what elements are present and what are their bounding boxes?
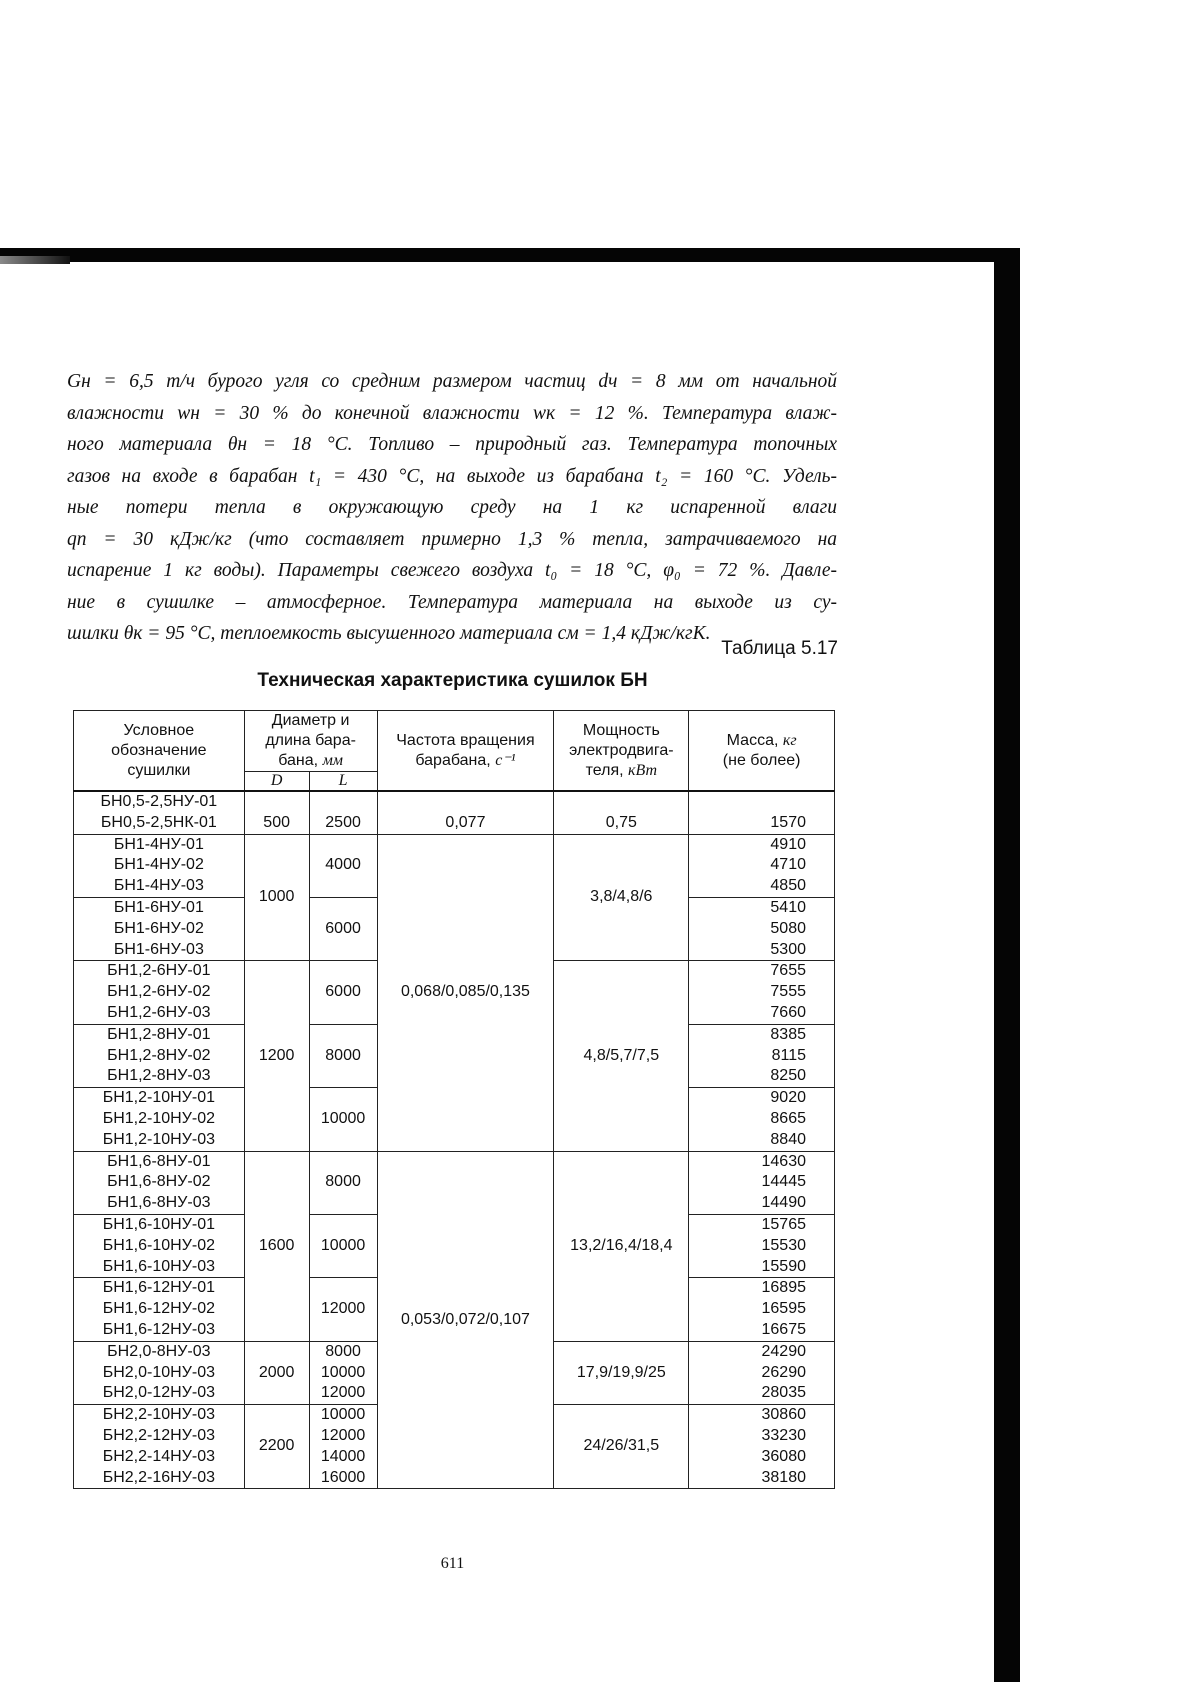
- cell-length: 8000: [309, 1151, 377, 1214]
- cell-designation: БН1,6-10НУ-01 БН1,6-10НУ-02 БН1,6-10НУ-03: [74, 1214, 245, 1277]
- cell-length: 8000 10000 12000: [309, 1341, 377, 1404]
- header-mass: [689, 711, 835, 792]
- problem-paragraph: [67, 366, 837, 650]
- table-row: [74, 834, 835, 897]
- header-speed-text: Частота вращения барабана,: [396, 731, 535, 769]
- header-dimensions: [244, 711, 377, 772]
- table-number: Таблица 5.17: [721, 638, 838, 659]
- cell-length: 8000: [309, 1024, 377, 1087]
- cell-length: 6000: [309, 897, 377, 960]
- table-title: Техническая характеристика сушилок БН: [257, 670, 648, 691]
- paragraph-line: ного материала θн = 18 °C. Топливо – природный газ. Температура топочных: [67, 434, 837, 455]
- paragraph-line: испарение 1 кг воды). Параметры свежего воздуха t₀ = 18 °C, φ₀ = 72 %. Давле-: [67, 560, 837, 581]
- header-speed-unit: с⁻¹: [495, 751, 516, 769]
- cell-length: 10000: [309, 1214, 377, 1277]
- dryer-spec-table: [73, 710, 835, 1489]
- cell-mass: 16895 16595 16675: [689, 1278, 835, 1341]
- paragraph-line: влажности wн = 30 % до конечной влажности wк = 12 %. Температура влаж-: [67, 402, 837, 424]
- cell-mass: 30860 33230 36080 38180: [689, 1405, 835, 1489]
- header-row: [74, 711, 835, 772]
- cell-designation: БН2,0-8НУ-03 БН2,0-10НУ-03 БН2,0-12НУ-03: [74, 1341, 245, 1404]
- paragraph-line: газов на входе в барабан t₁ = 430 °C, на выходе из барабана t₂ = 160 °C. Удель-: [67, 465, 837, 487]
- cell-speed: 0,077: [377, 791, 554, 834]
- header-length: L: [309, 772, 377, 792]
- header-power-text: Мощность электродвига-теля,: [569, 721, 674, 779]
- cell-designation: БН1,2-6НУ-01 БН1,2-6НУ-02 БН1,2-6НУ-03: [74, 961, 245, 1024]
- cell-diameter: 2200: [244, 1405, 309, 1489]
- cell-length: 10000: [309, 1088, 377, 1151]
- header-dimensions-unit: мм: [322, 752, 343, 769]
- paragraph-line: Gн = 6,5 т/ч бурого угля со средним размером частиц dч = 8 мм от начальной: [67, 371, 837, 392]
- header-diameter: D: [244, 772, 309, 792]
- cell-mass: 1570: [689, 791, 835, 834]
- scan-border-right: [994, 248, 1020, 1682]
- cell-mass: 24290 26290 28035: [689, 1341, 835, 1404]
- paragraph-line: ние в сушилке – атмосферное. Температура материала на выходе из су-: [67, 591, 837, 613]
- cell-diameter: 1000: [244, 834, 309, 961]
- header-dimensions-text: Диаметр и длина бара-бана,: [265, 712, 356, 769]
- cell-diameter: 1600: [244, 1151, 309, 1341]
- paragraph-line: qп = 30 кДж/кг (что составляет примерно 1,3 % тепла, затрачиваемого на: [67, 528, 837, 550]
- cell-mass: 8385 8115 8250: [689, 1024, 835, 1087]
- cell-designation: БН1-6НУ-01 БН1-6НУ-02 БН1-6НУ-03: [74, 897, 245, 960]
- cell-power: 4,8/5,7/7,5: [554, 961, 689, 1151]
- table-row: [74, 791, 835, 834]
- header-designation: Условное обозначение сушилки: [74, 711, 245, 792]
- paragraph-line: шилки θк = 95 °C, теплоемкость высушенного материала cм = 1,4 кДж/кгК.: [67, 623, 711, 644]
- cell-power: 13,2/16,4/18,4: [554, 1151, 689, 1341]
- table-body: [74, 791, 835, 1489]
- cell-mass: 4910 4710 4850: [689, 834, 835, 897]
- cell-mass: 15765 15530 15590: [689, 1214, 835, 1277]
- paragraph-line: ные потери тепла в окружающую среду на 1 кг испаренной влаги: [67, 497, 837, 518]
- header-mass-note: (не более): [722, 751, 801, 769]
- cell-length: 2500: [309, 791, 377, 834]
- cell-power: 24/26/31,5: [554, 1405, 689, 1489]
- cell-speed: 0,053/0,072/0,107: [377, 1151, 554, 1489]
- scan-border-top: [0, 248, 994, 262]
- cell-diameter: 1200: [244, 961, 309, 1151]
- cell-power: 0,75: [554, 791, 689, 834]
- cell-mass: 7655 7555 7660: [689, 961, 835, 1024]
- cell-speed: 0,068/0,085/0,135: [377, 834, 554, 1151]
- cell-designation: БН1,6-12НУ-01 БН1,6-12НУ-02 БН1,6-12НУ-03: [74, 1278, 245, 1341]
- scan-border-fade: [0, 256, 70, 264]
- cell-designation: БН1-4НУ-01 БН1-4НУ-02 БН1-4НУ-03: [74, 834, 245, 897]
- cell-diameter: 2000: [244, 1341, 309, 1404]
- cell-length: 6000: [309, 961, 377, 1024]
- cell-diameter: 500: [244, 791, 309, 834]
- table-header: [74, 711, 835, 792]
- cell-length: 4000: [309, 834, 377, 897]
- table-row: [74, 1151, 835, 1214]
- cell-length: 12000: [309, 1278, 377, 1341]
- cell-mass: 5410 5080 5300: [689, 897, 835, 960]
- cell-designation: БН2,2-10НУ-03 БН2,2-12НУ-03 БН2,2-14НУ-03 БН2,2-16НУ-03: [74, 1405, 245, 1489]
- header-power: [554, 711, 689, 792]
- header-mass-text: Масса,: [726, 731, 779, 749]
- cell-designation: БН1,6-8НУ-01 БН1,6-8НУ-02 БН1,6-8НУ-03: [74, 1151, 245, 1214]
- cell-designation: БН0,5-2,5НУ-01 БН0,5-2,5НК-01: [74, 791, 245, 834]
- cell-designation: БН1,2-8НУ-01 БН1,2-8НУ-02 БН1,2-8НУ-03: [74, 1024, 245, 1087]
- page-number: 611: [440, 1555, 465, 1572]
- cell-length: 10000 12000 14000 16000: [309, 1405, 377, 1489]
- header-power-unit: кВт: [628, 761, 658, 779]
- header-speed: [377, 711, 554, 792]
- cell-power: 3,8/4,8/6: [554, 834, 689, 961]
- cell-designation: БН1,2-10НУ-01 БН1,2-10НУ-02 БН1,2-10НУ-03: [74, 1088, 245, 1151]
- cell-mass: 14630 14445 14490: [689, 1151, 835, 1214]
- header-mass-unit: кг: [782, 731, 797, 749]
- cell-power: 17,9/19,9/25: [554, 1341, 689, 1404]
- cell-mass: 9020 8665 8840: [689, 1088, 835, 1151]
